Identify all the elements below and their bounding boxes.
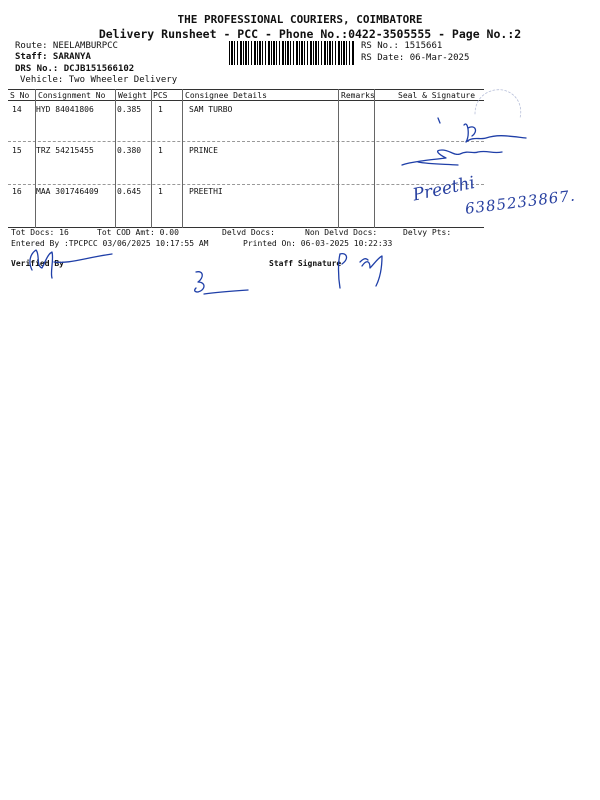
row-sno: 15 xyxy=(12,146,22,155)
col-header-weight: Weight xyxy=(118,91,147,100)
row-consignment: MAA 301746409 xyxy=(36,187,99,196)
staff-signature-label: Staff Signature xyxy=(269,259,342,268)
col-header-sno: S No xyxy=(10,91,30,100)
row-weight: 0.645 xyxy=(117,187,142,196)
rs-number: RS No.: 1515661 xyxy=(361,41,443,51)
non-delvd-docs: Non Delvd Docs: xyxy=(305,228,378,237)
entered-by: Entered By :TPCPCC 03/06/2025 10:17:55 AM xyxy=(11,239,209,248)
row-pcs: 1 xyxy=(158,105,163,114)
company-title: THE PROFESSIONAL COURIERS, COIMBATORE xyxy=(177,13,423,26)
col-header-remarks: Remarks xyxy=(341,91,375,100)
staff-label: Staff: SARANYA xyxy=(15,52,91,62)
barcode xyxy=(229,41,354,65)
staff-signature xyxy=(332,248,402,293)
row-consignee: PRINCE xyxy=(189,146,218,155)
vehicle-label: Vehicle: Two Wheeler Delivery xyxy=(20,75,178,85)
route-label: Route: NEELAMBURPCC xyxy=(15,41,118,51)
delvy-pts: Delvy Pts: xyxy=(403,228,452,237)
row-pcs: 1 xyxy=(158,187,163,196)
row-consignment: TRZ 54215455 xyxy=(36,146,94,155)
col-header-consignee: Consignee Details xyxy=(185,91,267,100)
row-consignee: PREETHI xyxy=(189,187,223,196)
row-pcs: 1 xyxy=(158,146,163,155)
handwritten-name: Preethi xyxy=(411,172,477,206)
tot-cod-amt: Tot COD Amt: 0.00 xyxy=(97,228,179,237)
row-consignment: HYD 84041806 xyxy=(36,105,94,114)
row-sno: 14 xyxy=(12,105,22,114)
row-signature-mark xyxy=(398,110,538,175)
col-header-signature: Seal & Signature xyxy=(398,91,476,100)
tot-docs: Tot Docs: 16 xyxy=(11,228,69,237)
col-header-pcs: PCS xyxy=(153,91,168,100)
delvd-docs: Delvd Docs: xyxy=(222,228,275,237)
verified-by-label: Verified By xyxy=(11,259,64,268)
row-weight: 0.380 xyxy=(117,146,142,155)
runsheet-title: Delivery Runsheet - PCC - Phone No.:0422-3505555 - Page No.:2 xyxy=(98,27,522,41)
printed-on: Printed On: 06-03-2025 10:22:33 xyxy=(243,239,393,248)
handwritten-phone: 6385233867. xyxy=(464,186,577,218)
initials-mark xyxy=(188,266,258,301)
row-weight: 0.385 xyxy=(117,105,142,114)
rs-date: RS Date: 06-Mar-2025 xyxy=(361,53,470,63)
drs-number: DRS No.: DCJB151566102 xyxy=(15,64,135,74)
row-consignee: SAM TURBO xyxy=(189,105,233,114)
verified-by-signature xyxy=(14,244,124,284)
col-header-consignment: Consignment No xyxy=(38,91,106,100)
row-sno: 16 xyxy=(12,187,22,196)
